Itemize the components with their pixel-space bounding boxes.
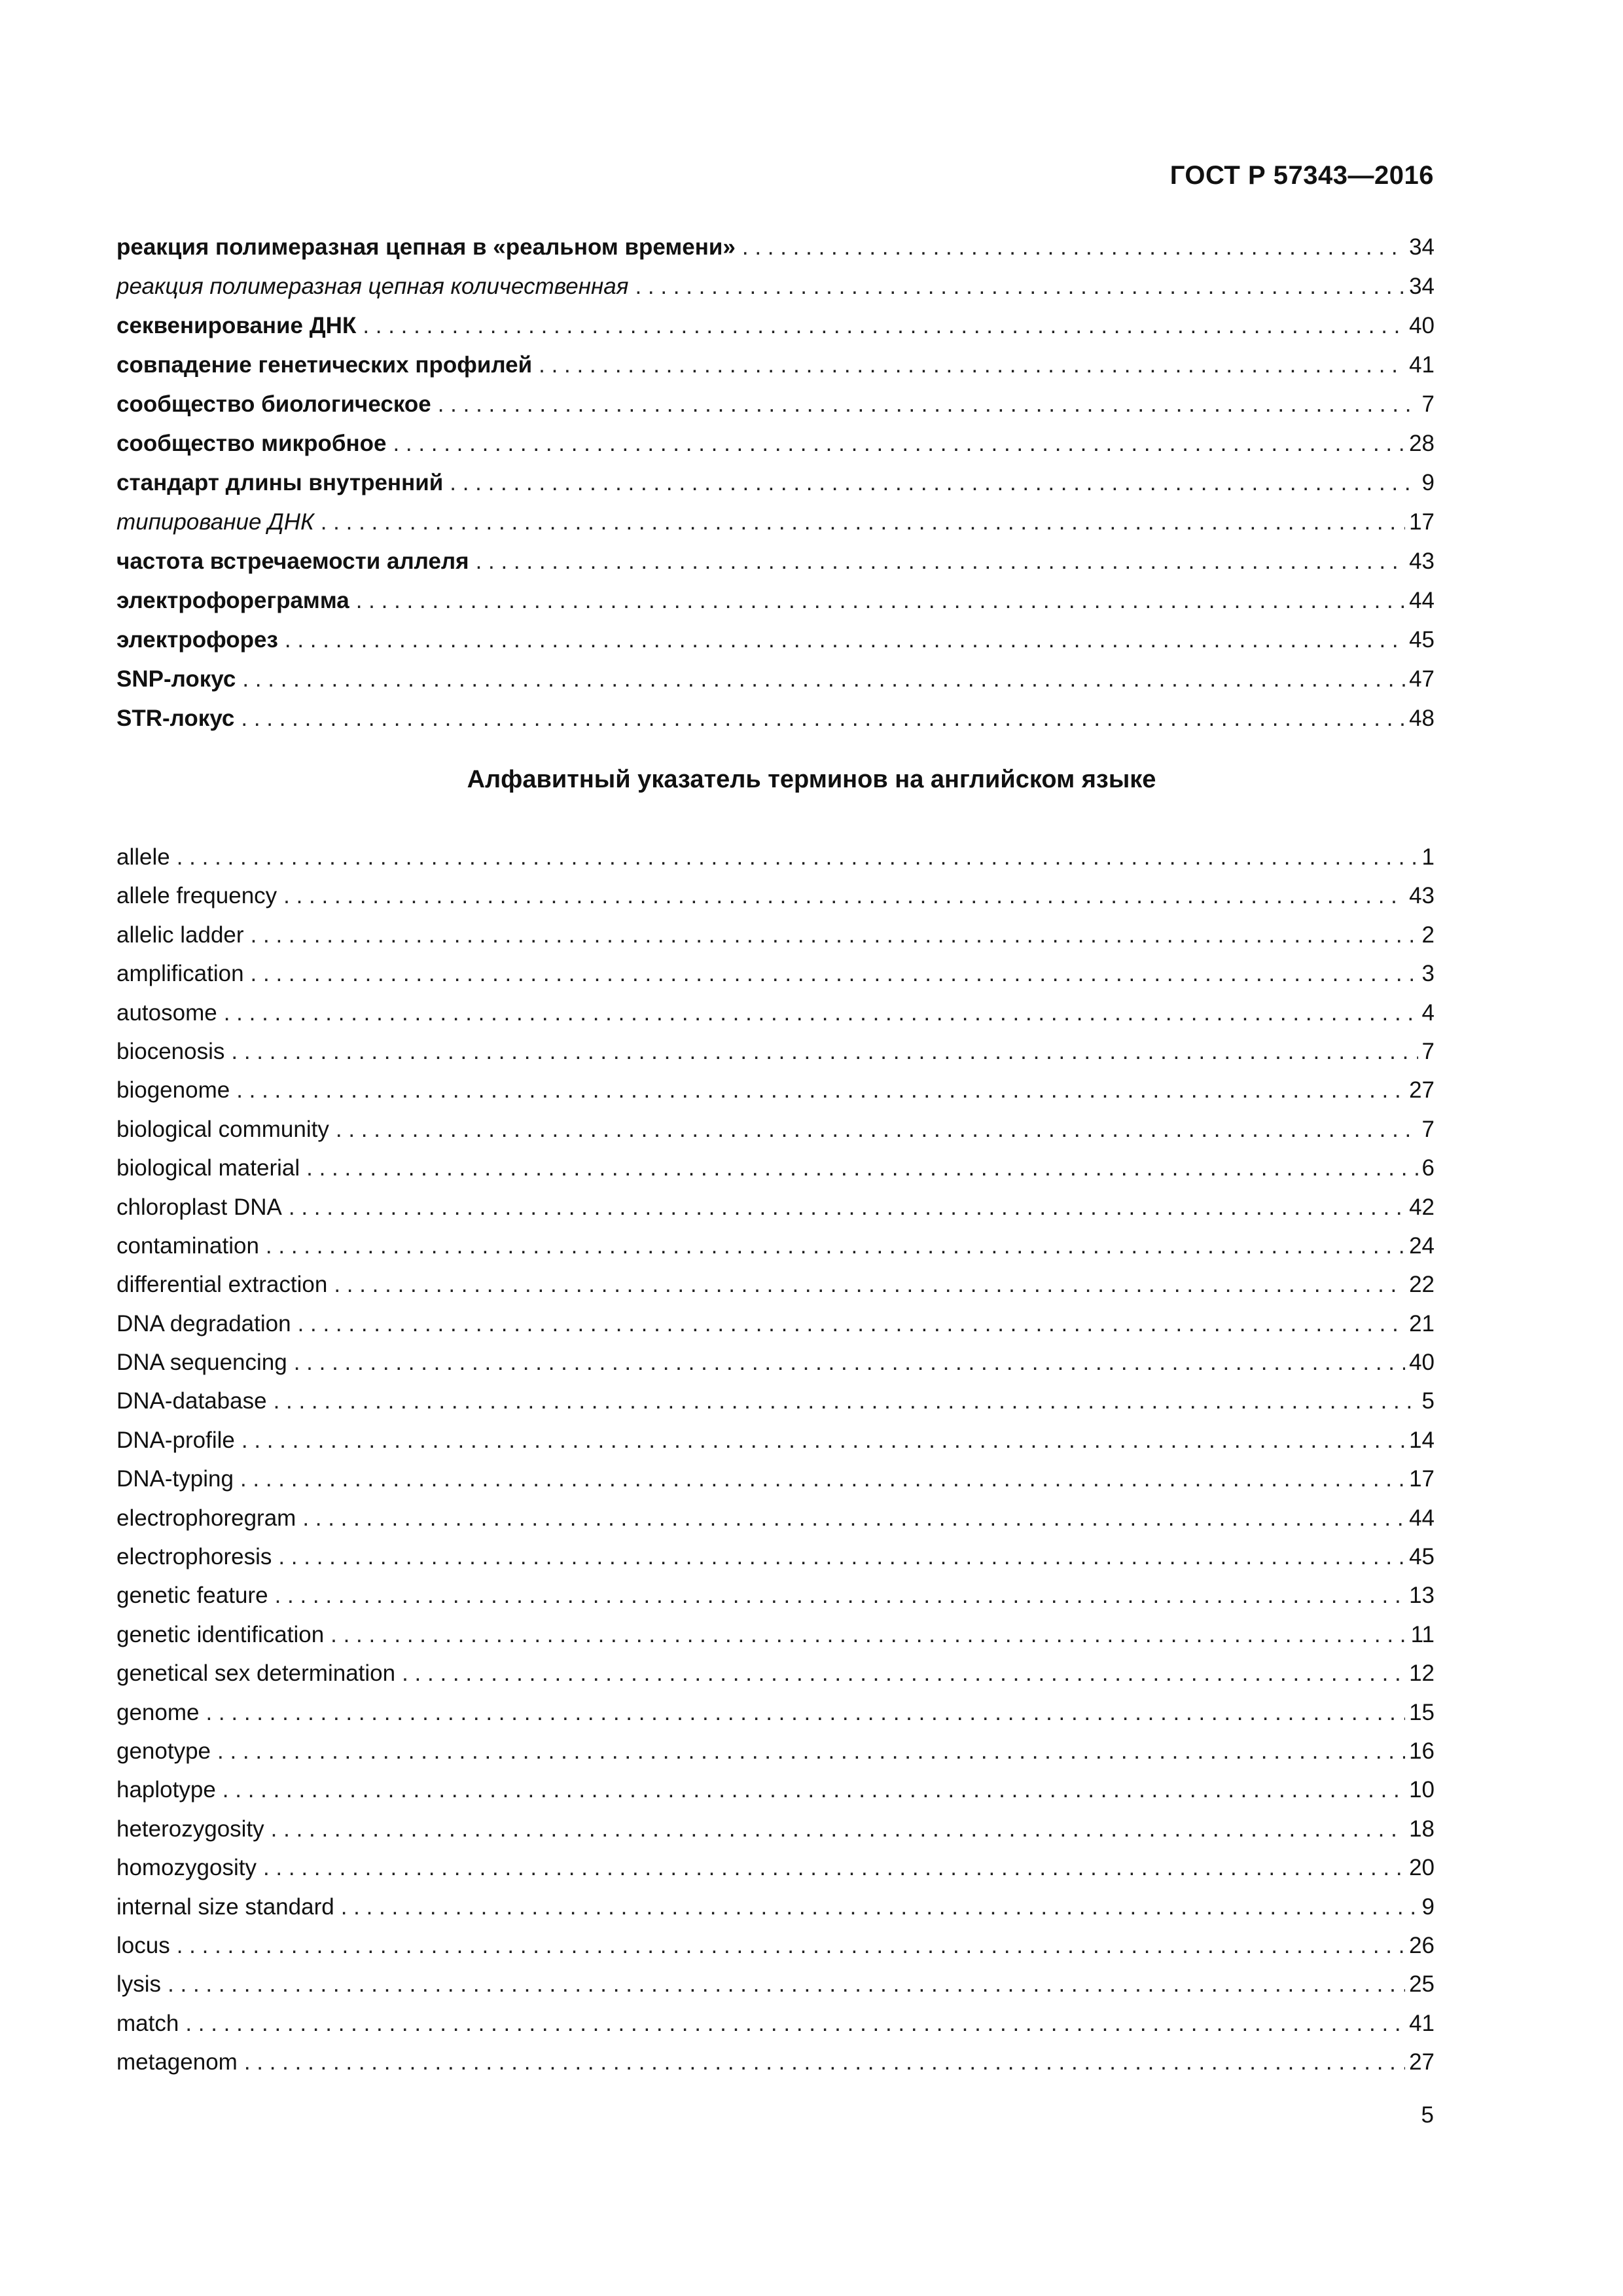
index-term: heterozygosity [116, 1816, 264, 1842]
index-entry [116, 838, 1435, 876]
index-term: стандарт длины внутренний [116, 470, 444, 495]
page-number: 5 [1421, 2102, 1434, 2128]
index-entry [116, 1615, 1435, 1654]
dot-leader [271, 1810, 1405, 1848]
index-term: genetic identification [116, 1621, 325, 1647]
index-page-ref: 10 [1409, 1777, 1435, 1803]
dot-leader [168, 1965, 1405, 2003]
index-entry [116, 267, 1435, 306]
index-term: реакция полимеразная цепная количественная [116, 274, 629, 299]
dot-leader [283, 876, 1405, 915]
dot-leader [294, 1343, 1405, 1382]
index-page-ref: 6 [1421, 1155, 1435, 1181]
dot-leader [336, 1110, 1418, 1149]
index-page-ref: 4 [1421, 999, 1435, 1026]
dot-leader [742, 228, 1405, 267]
index-term: реакция полимеразная цепная в «реальном времени» [116, 234, 736, 260]
index-term: genetical sex determination [116, 1660, 396, 1687]
index-entry [116, 1810, 1435, 1848]
index-term: electrophoregram [116, 1505, 296, 1531]
index-entry [116, 385, 1435, 424]
index-page-ref: 15 [1409, 1699, 1435, 1725]
index-term: metagenom [116, 2049, 238, 2075]
index-entry [116, 699, 1435, 738]
index-page-ref: 27 [1409, 2049, 1435, 2075]
dot-leader [438, 385, 1418, 424]
index-term: differential extraction [116, 1272, 328, 1298]
dot-leader [223, 1770, 1405, 1809]
dot-leader [278, 1537, 1405, 1576]
index-page-ref: 2 [1421, 922, 1435, 948]
index-entry [116, 1304, 1435, 1343]
index-term: biological material [116, 1155, 300, 1181]
dot-leader [217, 1732, 1405, 1770]
index-term: chloroplast DNA [116, 1194, 282, 1220]
index-page-ref: 5 [1421, 1388, 1435, 1414]
index-entry [116, 1227, 1435, 1265]
dot-leader [224, 994, 1418, 1032]
dot-leader [231, 1032, 1418, 1071]
dot-leader [402, 1654, 1405, 1693]
index-entry [116, 1265, 1435, 1304]
index-entry [116, 1343, 1435, 1382]
index-entry [116, 876, 1435, 915]
dot-leader [289, 1188, 1405, 1227]
index-term: match [116, 2010, 179, 2036]
index-term: allele [116, 844, 170, 870]
index-page-ref: 44 [1409, 588, 1435, 613]
index-term: электрофореграмма [116, 588, 349, 613]
index-page-ref: 21 [1409, 1310, 1435, 1336]
index-term: amplification [116, 961, 244, 987]
index-entry [116, 1888, 1435, 1926]
index-page-ref: 14 [1409, 1427, 1435, 1453]
dot-leader [302, 1499, 1405, 1537]
index-entry [116, 1965, 1435, 2003]
index-entry [116, 503, 1435, 542]
dot-leader [341, 1888, 1418, 1926]
index-entry [116, 542, 1435, 581]
index-term: autosome [116, 999, 217, 1026]
index-term: частота встречаемости аллеля [116, 548, 469, 574]
index-page-ref: 26 [1409, 1932, 1435, 1958]
index-page-ref: 1 [1421, 844, 1435, 870]
index-page-ref: 40 [1409, 1350, 1435, 1376]
index-entry [116, 1149, 1435, 1187]
index-term: совпадение генетических профилей [116, 352, 533, 378]
index-page-ref: 13 [1409, 1583, 1435, 1609]
dot-leader [285, 620, 1405, 660]
dot-leader [330, 1615, 1407, 1654]
dot-leader [476, 542, 1405, 581]
index-page-ref: 48 [1409, 706, 1435, 731]
dot-leader [205, 1693, 1405, 1732]
index-page-ref: 18 [1409, 1816, 1435, 1842]
index-entry [116, 994, 1435, 1032]
index-entry [116, 1460, 1435, 1498]
index-term: DNA-typing [116, 1466, 234, 1492]
index-entry [116, 1188, 1435, 1227]
index-entry [116, 1654, 1435, 1693]
index-page-ref: 42 [1409, 1194, 1435, 1220]
dot-leader [334, 1265, 1405, 1304]
index-entry [116, 306, 1435, 346]
index-page-ref: 44 [1409, 1505, 1435, 1531]
index-entry [116, 1032, 1435, 1071]
index-entry [116, 1576, 1435, 1615]
index-entry [116, 1732, 1435, 1770]
index-term: haplotype [116, 1777, 216, 1803]
dot-leader [241, 1421, 1405, 1460]
dot-leader [251, 916, 1418, 954]
index-page-ref: 45 [1409, 627, 1435, 653]
index-page-ref: 9 [1421, 1893, 1435, 1920]
index-page-ref: 25 [1409, 1971, 1435, 1998]
index-entry [116, 1071, 1435, 1109]
english-index-title: Алфавитный указатель терминов на английском языке [467, 766, 1156, 793]
index-page-ref: 9 [1421, 470, 1435, 495]
index-entry [116, 1421, 1435, 1460]
index-term: lysis [116, 1971, 162, 1998]
index-page-ref: 24 [1409, 1232, 1435, 1259]
index-entry [116, 1926, 1435, 1965]
index-entry [116, 620, 1435, 660]
index-page-ref: 7 [1421, 1116, 1435, 1142]
index-term: locus [116, 1932, 170, 1958]
index-term: STR-локус [116, 706, 235, 731]
dot-leader [321, 503, 1405, 542]
index-page-ref: 34 [1409, 234, 1435, 260]
index-entry [116, 581, 1435, 620]
index-term: biocenosis [116, 1038, 225, 1064]
dot-leader [539, 346, 1405, 385]
index-entry [116, 1770, 1435, 1809]
index-page-ref: 40 [1409, 313, 1435, 338]
index-page-ref: 34 [1409, 274, 1435, 299]
index-term: сообщество биологическое [116, 391, 431, 417]
dot-leader [241, 699, 1405, 738]
index-page-ref: 41 [1409, 2010, 1435, 2036]
index-term: allelic ladder [116, 922, 244, 948]
index-term: allele frequency [116, 883, 277, 909]
russian-term-index [116, 228, 1435, 738]
dot-leader [275, 1576, 1406, 1615]
index-page-ref: 22 [1409, 1272, 1435, 1298]
index-term: DNA-profile [116, 1427, 235, 1453]
index-page-ref: 27 [1409, 1077, 1435, 1103]
dot-leader [363, 306, 1405, 346]
index-entry [116, 954, 1435, 993]
index-term: genotype [116, 1738, 211, 1764]
index-page-ref: 41 [1409, 352, 1435, 378]
index-entry [116, 1537, 1435, 1576]
index-entry [116, 1499, 1435, 1537]
index-page-ref: 7 [1421, 391, 1435, 417]
index-entry [116, 660, 1435, 699]
index-term: electrophoresis [116, 1544, 272, 1570]
index-entry [116, 424, 1435, 463]
dot-leader [242, 660, 1405, 699]
index-term: DNA-database [116, 1388, 267, 1414]
index-term: genetic feature [116, 1583, 268, 1609]
index-entry [116, 1693, 1435, 1732]
index-entry [116, 1110, 1435, 1149]
index-term: секвенирование ДНК [116, 313, 357, 338]
index-term: internal size standard [116, 1893, 334, 1920]
index-entry [116, 463, 1435, 503]
dot-leader [306, 1149, 1418, 1187]
index-term: contamination [116, 1232, 259, 1259]
dot-leader [356, 581, 1405, 620]
dot-leader [251, 954, 1418, 993]
dot-leader [266, 1227, 1405, 1265]
index-page-ref: 17 [1409, 1466, 1435, 1492]
index-page-ref: 16 [1409, 1738, 1435, 1764]
index-term: типирование ДНК [116, 509, 314, 535]
index-term: genome [116, 1699, 200, 1725]
index-term: сообщество микробное [116, 431, 387, 456]
index-term: biogenome [116, 1077, 230, 1103]
index-term: электрофорез [116, 627, 278, 653]
index-page-ref: 3 [1421, 961, 1435, 987]
index-term: DNA sequencing [116, 1350, 287, 1376]
index-page-ref: 11 [1410, 1621, 1435, 1647]
dot-leader [298, 1304, 1405, 1343]
index-term: DNA degradation [116, 1310, 291, 1336]
index-term: SNP-локус [116, 666, 236, 692]
index-page-ref: 12 [1409, 1660, 1435, 1687]
index-page-ref: 17 [1409, 509, 1435, 535]
index-entry [116, 346, 1435, 385]
index-page-ref: 43 [1409, 548, 1435, 574]
index-entry [116, 228, 1435, 267]
dot-leader [393, 424, 1405, 463]
index-term: homozygosity [116, 1855, 257, 1881]
dot-leader [274, 1382, 1418, 1420]
dot-leader [263, 1848, 1405, 1887]
index-page-ref: 47 [1409, 666, 1435, 692]
dot-leader [177, 1926, 1405, 1965]
index-page-ref: 20 [1409, 1855, 1435, 1881]
dot-leader [244, 2043, 1405, 2081]
index-page-ref: 7 [1421, 1038, 1435, 1064]
index-page-ref: 28 [1409, 431, 1435, 456]
index-entry [116, 2004, 1435, 2043]
dot-leader [236, 1071, 1405, 1109]
dot-leader [240, 1460, 1405, 1498]
dot-leader [450, 463, 1418, 503]
index-entry [116, 916, 1435, 954]
index-entry [116, 2043, 1435, 2081]
dot-leader [177, 838, 1418, 876]
index-term: biological community [116, 1116, 329, 1142]
index-page-ref: 43 [1409, 883, 1435, 909]
index-entry [116, 1382, 1435, 1420]
dot-leader [635, 267, 1405, 306]
index-page-ref: 45 [1409, 1544, 1435, 1570]
dot-leader [185, 2004, 1405, 2043]
english-term-index [116, 838, 1435, 2082]
index-entry [116, 1848, 1435, 1887]
document-header-standard-id: ГОСТ Р 57343—2016 [1169, 161, 1434, 190]
